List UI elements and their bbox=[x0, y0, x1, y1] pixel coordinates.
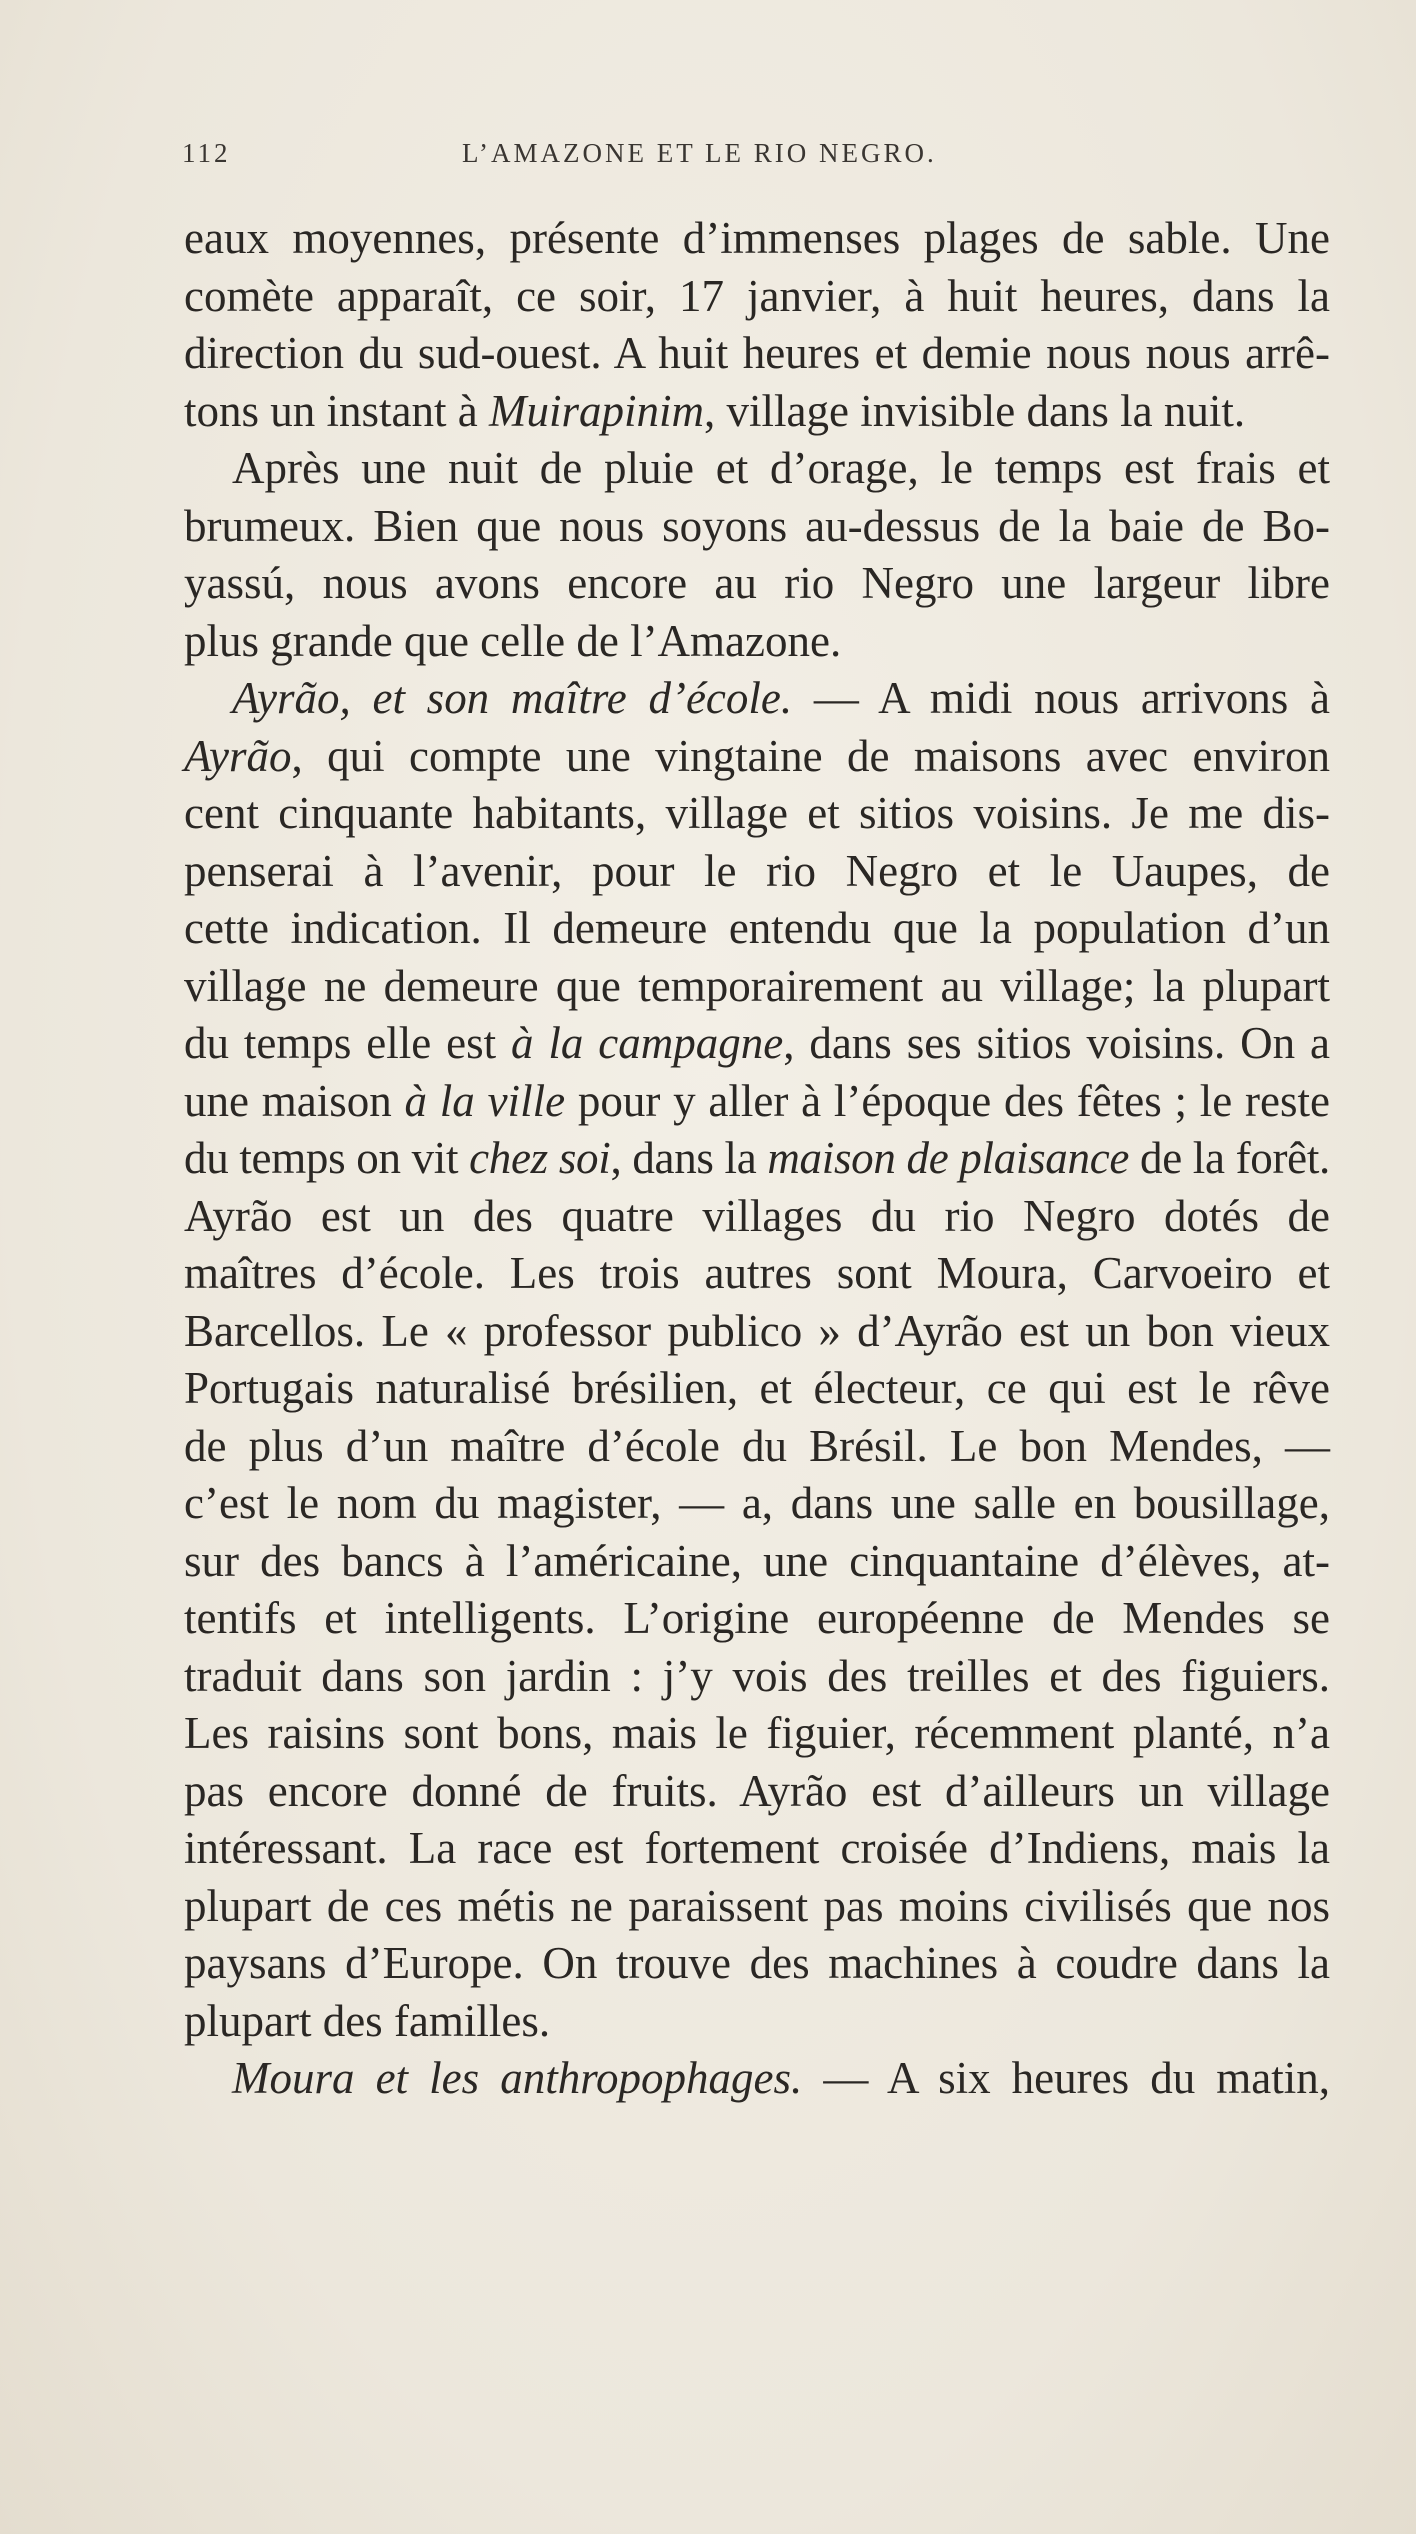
running-head bbox=[182, 138, 1060, 178]
section-heading-moura: Moura et les anthropophages. bbox=[232, 2053, 803, 2103]
text-line-23: c’est le nom du magister, — a, dans une salle en bousillage, bbox=[184, 1478, 1330, 1528]
text-line-27: Les raisins sont bons, mais le figuier, récemment planté, n’a bbox=[184, 1708, 1330, 1758]
text-line-2: comète apparaît, ce soir, 17 janvier, à huit heures, dans la bbox=[184, 270, 1330, 321]
text-line-17: du temps on vit chez soi, dans la maison de plaisance de la forêt. bbox=[184, 1133, 1330, 1183]
text-line-15: du temps elle est à la campagne, dans ses sitios voisins. On a bbox=[184, 1018, 1330, 1068]
text-line-18: Ayrão est un des quatre villages du rio Negro dotés de bbox=[184, 1190, 1330, 1241]
text-line-28: pas encore donné de fruits. Ayrão est d’ailleurs un village bbox=[184, 1765, 1330, 1816]
text-line-10: Ayrão, qui compte une vingtaine de maisons avec environ bbox=[184, 730, 1330, 781]
text-line-4: tons un instant à Muirapinim, village invisible dans la nuit. bbox=[184, 385, 1246, 436]
running-title: L’AMAZONE ET LE RIO NEGRO. bbox=[462, 138, 937, 168]
text-line-12: penserai à l’avenir, pour le rio Negro et le Uaupes, de bbox=[184, 845, 1330, 896]
text-line-25: tentifs et intelligents. L’origine européenne de Mendes se bbox=[184, 1593, 1330, 1643]
text-line-1: eaux moyennes, présente d’immenses plages de sable. Une bbox=[184, 213, 1330, 263]
text-line-6: brumeux. Bien que nous soyons au-dessus de la baie de Bo- bbox=[184, 500, 1330, 551]
text-line-26: traduit dans son jardin : j’y vois des treilles et des figuiers. bbox=[184, 1650, 1330, 1701]
text-line-13: cette indication. Il demeure entendu que la population d’un bbox=[184, 903, 1330, 953]
body-text bbox=[184, 210, 1330, 2108]
text-line-31: paysans d’Europe. On trouve des machines à coudre dans la bbox=[184, 1938, 1330, 1988]
text-line-30: plupart de ces métis ne paraissent pas moins civilisés que nos bbox=[184, 1880, 1330, 1931]
text-line-5: Après une nuit de pluie et d’orage, le temps est frais et bbox=[232, 443, 1330, 493]
text-line-21: Portugais naturalisé brésilien, et électeur, ce qui est le rêve bbox=[184, 1363, 1330, 1413]
text-line-8: plus grande que celle de l’Amazone. bbox=[184, 615, 842, 666]
page-number: 112 bbox=[182, 138, 231, 168]
place-name-muirapinim: Muirapinim bbox=[488, 385, 704, 436]
text-line-14: village ne demeure que temporairement au village; la plupart bbox=[184, 960, 1330, 1011]
text-line-16: une maison à la ville pour y aller à l’époque des fêtes ; le reste bbox=[184, 1075, 1330, 1126]
text-line-29: intéressant. La race est fortement croisée d’Indiens, mais la bbox=[184, 1823, 1330, 1873]
text-line-19: maîtres d’école. Les trois autres sont Moura, Carvoeiro et bbox=[184, 1248, 1330, 1298]
section-heading-ayrao: Ayrão, et son maître d’école. bbox=[232, 673, 793, 723]
text-line-3: direction du sud-ouest. A huit heures et demie nous nous arrê- bbox=[184, 328, 1330, 378]
text-line-32: plupart des familles. bbox=[184, 1995, 551, 2046]
place-name-ayrao: Ayrão bbox=[184, 730, 292, 781]
text-line-24: sur des bancs à l’américaine, une cinquantaine d’élèves, at- bbox=[184, 1535, 1330, 1586]
text-line-9: Ayrão, et son maître d’école. — A midi nous arrivons à bbox=[232, 673, 1330, 723]
text-line-33: Moura et les anthropophages. — A six heures du matin, bbox=[232, 2053, 1331, 2103]
text-line-7: yassú, nous avons encore au rio Negro une largeur libre bbox=[184, 558, 1330, 608]
text-line-22: de plus d’un maître d’école du Brésil. Le bon Mendes, — bbox=[184, 1420, 1330, 1471]
text-line-11: cent cinquante habitants, village et sitios voisins. Je me dis- bbox=[184, 788, 1330, 838]
text-line-20: Barcellos. Le « professor publico » d’Ayrão est un bon vieux bbox=[184, 1305, 1330, 1356]
